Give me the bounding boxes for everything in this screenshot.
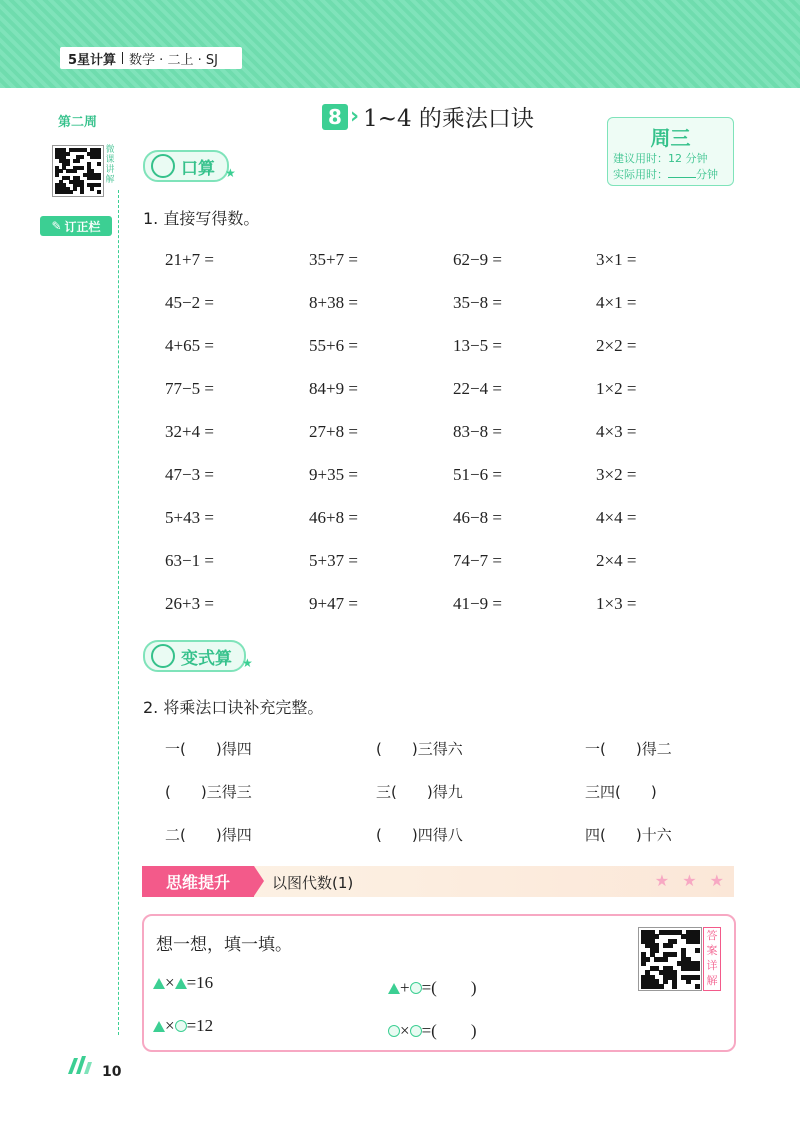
actual-time-prefix: 实际用时： xyxy=(613,168,668,181)
qr-module xyxy=(663,957,668,962)
page-number: 10 xyxy=(102,1064,122,1080)
equation-triangle-triangle: × =16 xyxy=(153,973,213,993)
vert-char: 课 xyxy=(105,155,115,165)
oral-calc-item[interactable]: 8+38 = xyxy=(309,293,358,312)
qr-module xyxy=(668,943,673,948)
oral-calc-item[interactable]: 2×4 = xyxy=(596,551,637,570)
thinking-tag: 思维提升 xyxy=(142,866,254,897)
oral-calc-item[interactable]: 13−5 = xyxy=(453,336,502,355)
circle-icon xyxy=(388,1025,400,1037)
rhyme-blank-item[interactable]: 三( )得九 xyxy=(376,783,463,801)
week-label: 第二周 xyxy=(58,115,98,130)
vert-char: 解 xyxy=(706,974,718,987)
oral-calc-item[interactable]: 77−5 = xyxy=(165,379,214,398)
qr-module xyxy=(654,948,659,953)
oral-calc-item[interactable]: 27+8 = xyxy=(309,422,358,441)
qr-module xyxy=(645,957,650,962)
correction-column-label xyxy=(40,216,112,236)
equation-triangle-plus-circle[interactable]: + =( ) xyxy=(388,973,477,998)
circle-icon xyxy=(175,1020,187,1032)
oral-calc-item[interactable]: 46+8 = xyxy=(309,508,358,527)
correction-divider xyxy=(118,190,119,1035)
section-header-oral xyxy=(143,150,236,182)
brand: 5星计算 xyxy=(68,52,117,68)
star-icon: ★ xyxy=(225,166,236,180)
rhyme-blank-item[interactable]: 一( )得二 xyxy=(585,740,672,758)
header-bar xyxy=(60,47,242,69)
thinking-instruction: 想一想，填一填。 xyxy=(156,935,292,955)
qr-module xyxy=(695,966,700,971)
qr-module xyxy=(97,162,101,166)
qr-module xyxy=(641,961,646,966)
book-icon xyxy=(66,1054,96,1076)
lesson-title xyxy=(322,100,534,133)
triangle-icon xyxy=(388,983,400,994)
vert-char: 案 xyxy=(706,944,718,957)
rhyme-blank-item[interactable]: ( )三得三 xyxy=(165,783,252,801)
oral-calc-item[interactable]: 35+7 = xyxy=(309,250,358,269)
question-1: 1. 直接写得数。 xyxy=(143,209,260,228)
qr-module xyxy=(97,155,101,159)
section-label: 变式算 xyxy=(181,648,232,669)
qr-module xyxy=(55,173,59,177)
actual-time xyxy=(613,166,718,182)
stopwatch-icon xyxy=(151,154,175,178)
difficulty-stars: ★ ★ ★ xyxy=(654,871,728,890)
vert-char: 答 xyxy=(706,929,718,942)
vert-char: 解 xyxy=(105,175,115,185)
vert-char: 详 xyxy=(706,959,718,972)
equation-rhs: =( ) xyxy=(421,1021,477,1040)
triangle-icon xyxy=(175,978,187,989)
actual-time-suffix: 分钟 xyxy=(696,168,718,181)
equation-circle-circle[interactable]: × =( ) xyxy=(388,1016,477,1041)
triangle-icon xyxy=(153,978,165,989)
oral-calc-item[interactable]: 74−7 = xyxy=(453,551,502,570)
equation-rhs: =12 xyxy=(186,1016,214,1035)
qr-module xyxy=(80,155,84,159)
circle-icon xyxy=(410,982,422,994)
oral-calc-item[interactable]: 55+6 = xyxy=(309,336,358,355)
oral-calc-item[interactable]: 4×4 = xyxy=(596,508,637,527)
rhyme-blank-item[interactable]: 三四( ) xyxy=(585,783,657,801)
oral-calc-item[interactable]: 46−8 = xyxy=(453,508,502,527)
rhyme-blank-item[interactable]: ( )四得八 xyxy=(376,826,463,844)
pencil-icon: ✎ xyxy=(51,219,62,233)
qr-module xyxy=(69,190,73,194)
qr-code-icon[interactable] xyxy=(638,927,702,991)
qr-module xyxy=(59,169,63,173)
qr-module xyxy=(695,948,700,953)
question-2: 2. 将乘法口诀补充完整。 xyxy=(143,698,324,717)
equation-triangle-circle: × =12 xyxy=(153,1016,213,1036)
oral-calc-item[interactable]: 1×3 = xyxy=(596,594,637,613)
header-band xyxy=(0,0,800,88)
section-header-variant xyxy=(143,640,253,672)
section-label: 口算 xyxy=(181,158,215,179)
oral-calc-item[interactable]: 26+3 = xyxy=(165,594,214,613)
star-icon: ★ xyxy=(242,656,253,670)
rhyme-blank-item[interactable]: ( )三得六 xyxy=(376,740,463,758)
correction-text: 订正栏 xyxy=(64,219,101,234)
oral-calc-item[interactable]: 47−3 = xyxy=(165,465,214,484)
qr-module xyxy=(76,159,80,163)
qr-module xyxy=(73,187,77,191)
qr-module xyxy=(663,979,668,984)
oral-calc-item[interactable]: 83−8 = xyxy=(453,422,502,441)
oral-calc-item[interactable]: 22−4 = xyxy=(453,379,502,398)
book-subtitle: 数学 · 二上 · SJ xyxy=(129,52,218,68)
qr-module xyxy=(97,176,101,180)
oral-calc-item[interactable]: 4×3 = xyxy=(596,422,637,441)
oral-calc-item[interactable]: 3×2 = xyxy=(596,465,637,484)
day-card xyxy=(607,117,734,186)
qr-module xyxy=(695,984,700,989)
qr-module xyxy=(654,934,659,939)
qr-module xyxy=(73,169,77,173)
qr-module xyxy=(90,187,94,191)
oral-calc-item[interactable]: 2×2 = xyxy=(596,336,637,355)
target-icon xyxy=(151,644,175,668)
thinking-banner xyxy=(142,866,734,897)
oral-calc-item[interactable]: 5+43 = xyxy=(165,508,214,527)
equation-rhs: =( ) xyxy=(421,978,477,997)
oral-calc-item[interactable]: 35−8 = xyxy=(453,293,502,312)
oral-calc-item[interactable]: 63−1 = xyxy=(165,551,214,570)
rhyme-blank-item[interactable]: 一( )得四 xyxy=(165,740,252,758)
qr-module xyxy=(659,984,664,989)
lesson-heading: 1~4 的乘法口诀 xyxy=(363,106,534,132)
qr-module xyxy=(672,984,677,989)
vert-char: 微 xyxy=(105,145,115,155)
chevron-right-icon: › xyxy=(350,104,360,129)
oral-calc-item[interactable]: 3×1 = xyxy=(596,250,637,269)
oral-calc-item[interactable]: 21+7 = xyxy=(165,250,214,269)
oral-calc-item[interactable]: 5+37 = xyxy=(309,551,358,570)
equation-rhs: =16 xyxy=(186,973,214,992)
qr-module xyxy=(97,190,101,194)
qr-module xyxy=(672,952,677,957)
oral-calc-item[interactable]: 1×2 = xyxy=(596,379,637,398)
actual-time-blank[interactable] xyxy=(668,177,696,178)
qr-module xyxy=(66,152,70,156)
oral-calc-item[interactable]: 32+4 = xyxy=(165,422,214,441)
rhyme-blank-item[interactable]: 四( )十六 xyxy=(585,826,672,844)
lesson-number: 8 xyxy=(322,104,348,130)
qr-module xyxy=(686,979,691,984)
qr-module xyxy=(80,166,84,170)
triangle-icon xyxy=(153,1021,165,1032)
rhyme-blank-item[interactable]: 二( )得四 xyxy=(165,826,252,844)
qr-module xyxy=(66,162,70,166)
qr-module xyxy=(695,975,700,980)
qr-module xyxy=(80,190,84,194)
oral-calc-item[interactable]: 4×1 = xyxy=(596,293,637,312)
weekday: 周三 xyxy=(650,126,691,150)
thinking-topic: 以图代数(1) xyxy=(272,874,354,892)
oral-calc-item[interactable]: 41−9 = xyxy=(453,594,502,613)
qr-code-icon[interactable] xyxy=(52,145,104,197)
oral-calc-item[interactable]: 84+9 = xyxy=(309,379,358,398)
answer-explanation-label xyxy=(703,927,721,991)
vert-char: 讲 xyxy=(105,165,115,175)
oral-calc-item[interactable]: 9+47 = xyxy=(309,594,358,613)
oral-calc-item[interactable]: 62−9 = xyxy=(453,250,502,269)
qr-module xyxy=(97,183,101,187)
qr-module xyxy=(672,939,677,944)
oral-calc-item[interactable]: 51−6 = xyxy=(453,465,502,484)
oral-calc-item[interactable]: 4+65 = xyxy=(165,336,214,355)
qr-module xyxy=(695,939,700,944)
oral-calc-item[interactable]: 45−2 = xyxy=(165,293,214,312)
oral-calc-item[interactable]: 9+35 = xyxy=(309,465,358,484)
suggested-time: 建议用时：12 分钟 xyxy=(613,152,708,165)
micro-lesson-label xyxy=(104,145,116,185)
circle-icon xyxy=(410,1025,422,1037)
